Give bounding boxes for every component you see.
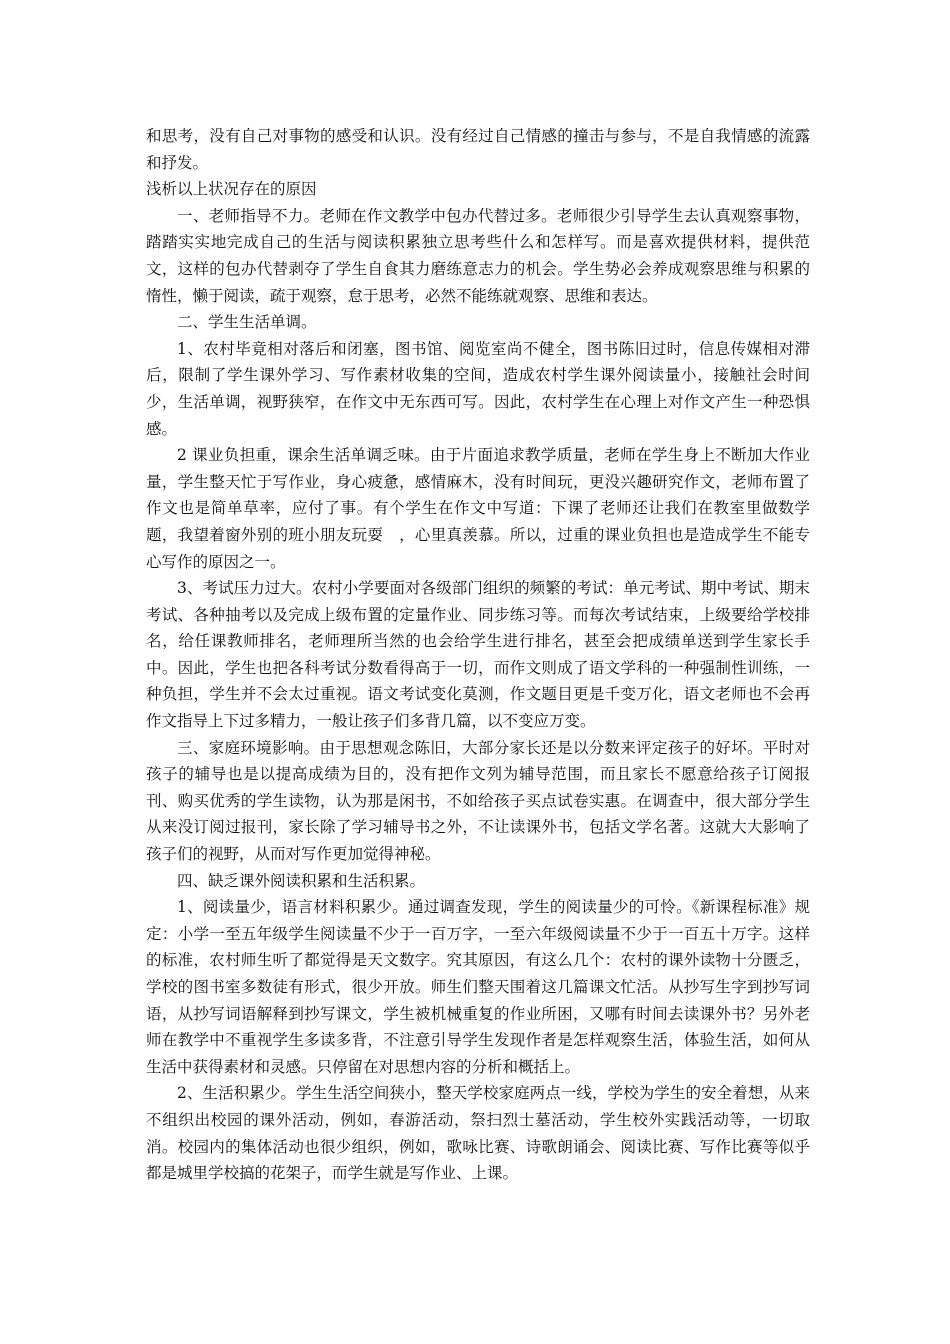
paragraph-reading-amount: 1、阅读量少，语言材料积累少。通过调查发现，学生的阅读量少的可怜。《新课程标准》规定：小学一至五年级学生阅读量不少于一百万字，一至六年级阅读量不少于一百五十万字。这样的标准，农村师生听了都觉得是天文数字。究其原因，有这么几个：农村的课外读物十分匮乏，学校的图书室多数徒有形式，很少开放。师生们整天围着这几篇课文忙活。从抄写生字到抄写词语，从抄写词语解释到抄写课文，学生被机械重复的作业所困，又哪有时间去读课外书？另外老师在教学中不重视学生多读多背，不注意引导学生发现作者是怎样观察生活，体验生活，如何从生活中获得素材和灵感。只停留在对思想内容的分析和概括上。 — [146, 898, 810, 1076]
paragraph-rural-resources: 1、农村毕竟相对落后和闭塞，图书馆、阅览室尚不健全，图书陈旧过时，信息传媒相对滞后，限制了学生课外学习、写作素材收集的空间，造成农村学生课外阅读量小，接触社会时间少，生活单调，视野狭窄，在作文中无东西可写。因此，农村学生在心理上对作文产生一种恐惧感。 — [146, 339, 810, 438]
paragraph-exam-pressure: 3、考试压力过大。农村小学要面对各级部门组织的频繁的考试：单元考试、期中考试、期末考试、各种抽考以及完成上级布置的定量作业、同步练习等。而每次考试结束，上级要给学校排名，给任课教师排名，老师理所当然的也会给学生进行排名，甚至会把成绩单送到学生家长手中。因此，学生也把各科考试分数看得高于一切，而作文则成了语文学科的一种强制性训练，一种负担，学生并不会太过重视。语文考试变化莫测，作文题目更是千变万化，语文老师也不会再作文指导上下过多精力，一般让孩子们多背几篇，以不变应万变。 — [146, 579, 810, 731]
paragraph-homework-burden: 2 课业负担重，课余生活单调乏味。由于片面追求教学质量，老师在学生身上不断加大作业量，学生整天忙于写作业，身心疲惫，感情麻木，没有时间玩，更没兴趣研究作文，老师布置了作文也是简单草率，应付了事。有个学生在作文中写道：下课了老师还让我们在教室里做数学题，我望着窗外别的班小朋友玩耍 ，心里真羡慕。所以，过重的课业负担也是造成学生不能专心写作的原因之一。 — [146, 446, 810, 571]
paragraph-teacher-guidance: 一、老师指导不力。老师在作文教学中包办代替过多。老师很少引导学生去认真观察事物，踏踏实实地完成自己的生活与阅读积累独立思考些什么和怎样写。而是喜欢提供材料，提供范文，这样的包办代替剥夺了学生自食其力磨练意志力的机会。学生势必会养成观察思维与积累的惰性，懒于阅读，疏于观察，怠于思考，必然不能练就观察、思维和表达。 — [146, 206, 810, 305]
paragraph-1: 和思考，没有自己对事物的感受和认识。没有经过自己情感的撞击与参与，不是自我情感的流露和抒发。 — [146, 127, 810, 172]
heading-student-life: 二、学生生活单调。 — [177, 313, 317, 332]
paragraph-family-environment: 三、家庭环境影响。由于思想观念陈旧，大部分家长还是以分数来评定孩子的好坏。平时对孩子的辅导也是以提高成绩为目的，没有把作文列为辅导范围，而且家长不愿意给孩子订阅报刊、购买优秀的学生读物，认为那是闲书，不如给孩子买点试卷实惠。在调查中，很大部分学生从来没订阅过报刊，家长除了学习辅导书之外，不让读课外书，包括文学名著。这就大大影响了孩子们的视野，从而对写作更加觉得神秘。 — [146, 738, 810, 864]
section-heading: 浅析以上状况存在的原因 — [146, 180, 317, 199]
paragraph-life-accumulation: 2、生活积累少。学生生活空间狭小，整天学校家庭两点一线，学校为学生的安全着想，从来不组织出校园的课外活动，例如，春游活动，祭扫烈士墓活动，学生校外实践活动等，一切取消。校园内的集体活动也很少组织，例如，歌咏比赛、诗歌朗诵会、阅读比赛、写作比赛等似乎都是城里学校搞的花架子，而学生就是写作业、上课。 — [146, 1084, 810, 1183]
document-body — [146, 123, 810, 1187]
heading-lack-of-accumulation: 四、缺乏课外阅读积累和生活积累。 — [177, 871, 426, 890]
